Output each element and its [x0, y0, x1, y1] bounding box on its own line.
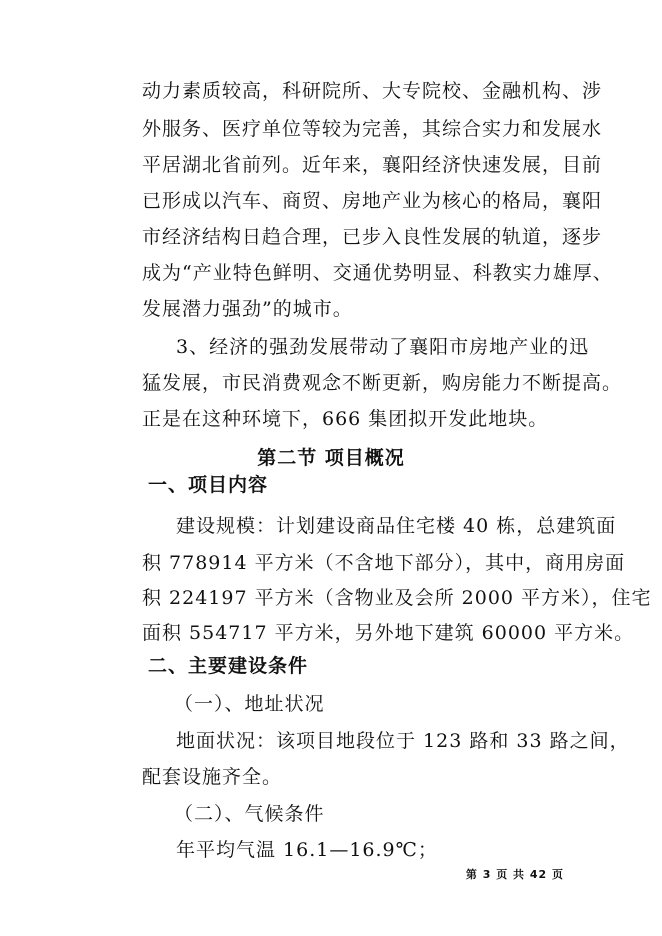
subheading-climate: （二）、气候条件 — [174, 803, 325, 825]
paragraph-line: 动力素质较高，科研院所、大专院校、金融机构、涉 — [142, 80, 603, 102]
paragraph-line: 正是在这种环境下，666 集团拟开发此地块。 — [142, 408, 549, 430]
paragraph-line: 年平均气温 16.1—16.9℃； — [176, 839, 438, 861]
paragraph-line: 面积 554717 平方米，另外地下建筑 60000 平方米。 — [142, 622, 635, 644]
paragraph-line: 积 224197 平方米（含物业及会所 2000 平方米），住宅 — [142, 587, 652, 609]
paragraph-line: 建设规模：计划建设商品住宅楼 40 栋，总建筑面 — [176, 515, 617, 537]
subheading-site-status: （一）、地址状况 — [174, 693, 325, 715]
paragraph-line: 积 778914 平方米（不含地下部分），其中，商用房面 — [142, 552, 626, 574]
paragraph-line: 平居湖北省前列。近年来，襄阳经济快速发展，目前 — [142, 154, 603, 176]
heading-construction-conditions: 二、主要建设条件 — [148, 655, 309, 677]
paragraph-line: 3、经济的强劲发展带动了襄阳市房地产业的迅 — [176, 336, 590, 358]
paragraph-line: 市经济结构日趋合理，已步入良性发展的轨道，逐步 — [142, 226, 603, 248]
paragraph-line: 发展潜力强劲”的城市。 — [142, 298, 353, 320]
paragraph-line: 成为“产业特色鲜明、交通优势明显、科教实力雄厚、 — [142, 262, 613, 284]
section-title: 第二节 项目概况 — [257, 447, 405, 469]
paragraph-line: 猛发展，市民消费观念不断更新，购房能力不断提高。 — [142, 372, 623, 394]
heading-project-content: 一、项目内容 — [148, 474, 269, 496]
paragraph-line: 外服务、医疗单位等较为完善，其综合实力和发展水 — [142, 118, 603, 140]
page-number: 第 3 页 共 42 页 — [465, 868, 564, 881]
paragraph-line: 已形成以汽车、商贸、房地产业为核心的格局，襄阳 — [142, 190, 603, 212]
paragraph-line: 配套设施齐全。 — [142, 766, 283, 788]
paragraph-line: 地面状况：该项目地段位于 123 路和 33 路之间， — [176, 730, 630, 752]
